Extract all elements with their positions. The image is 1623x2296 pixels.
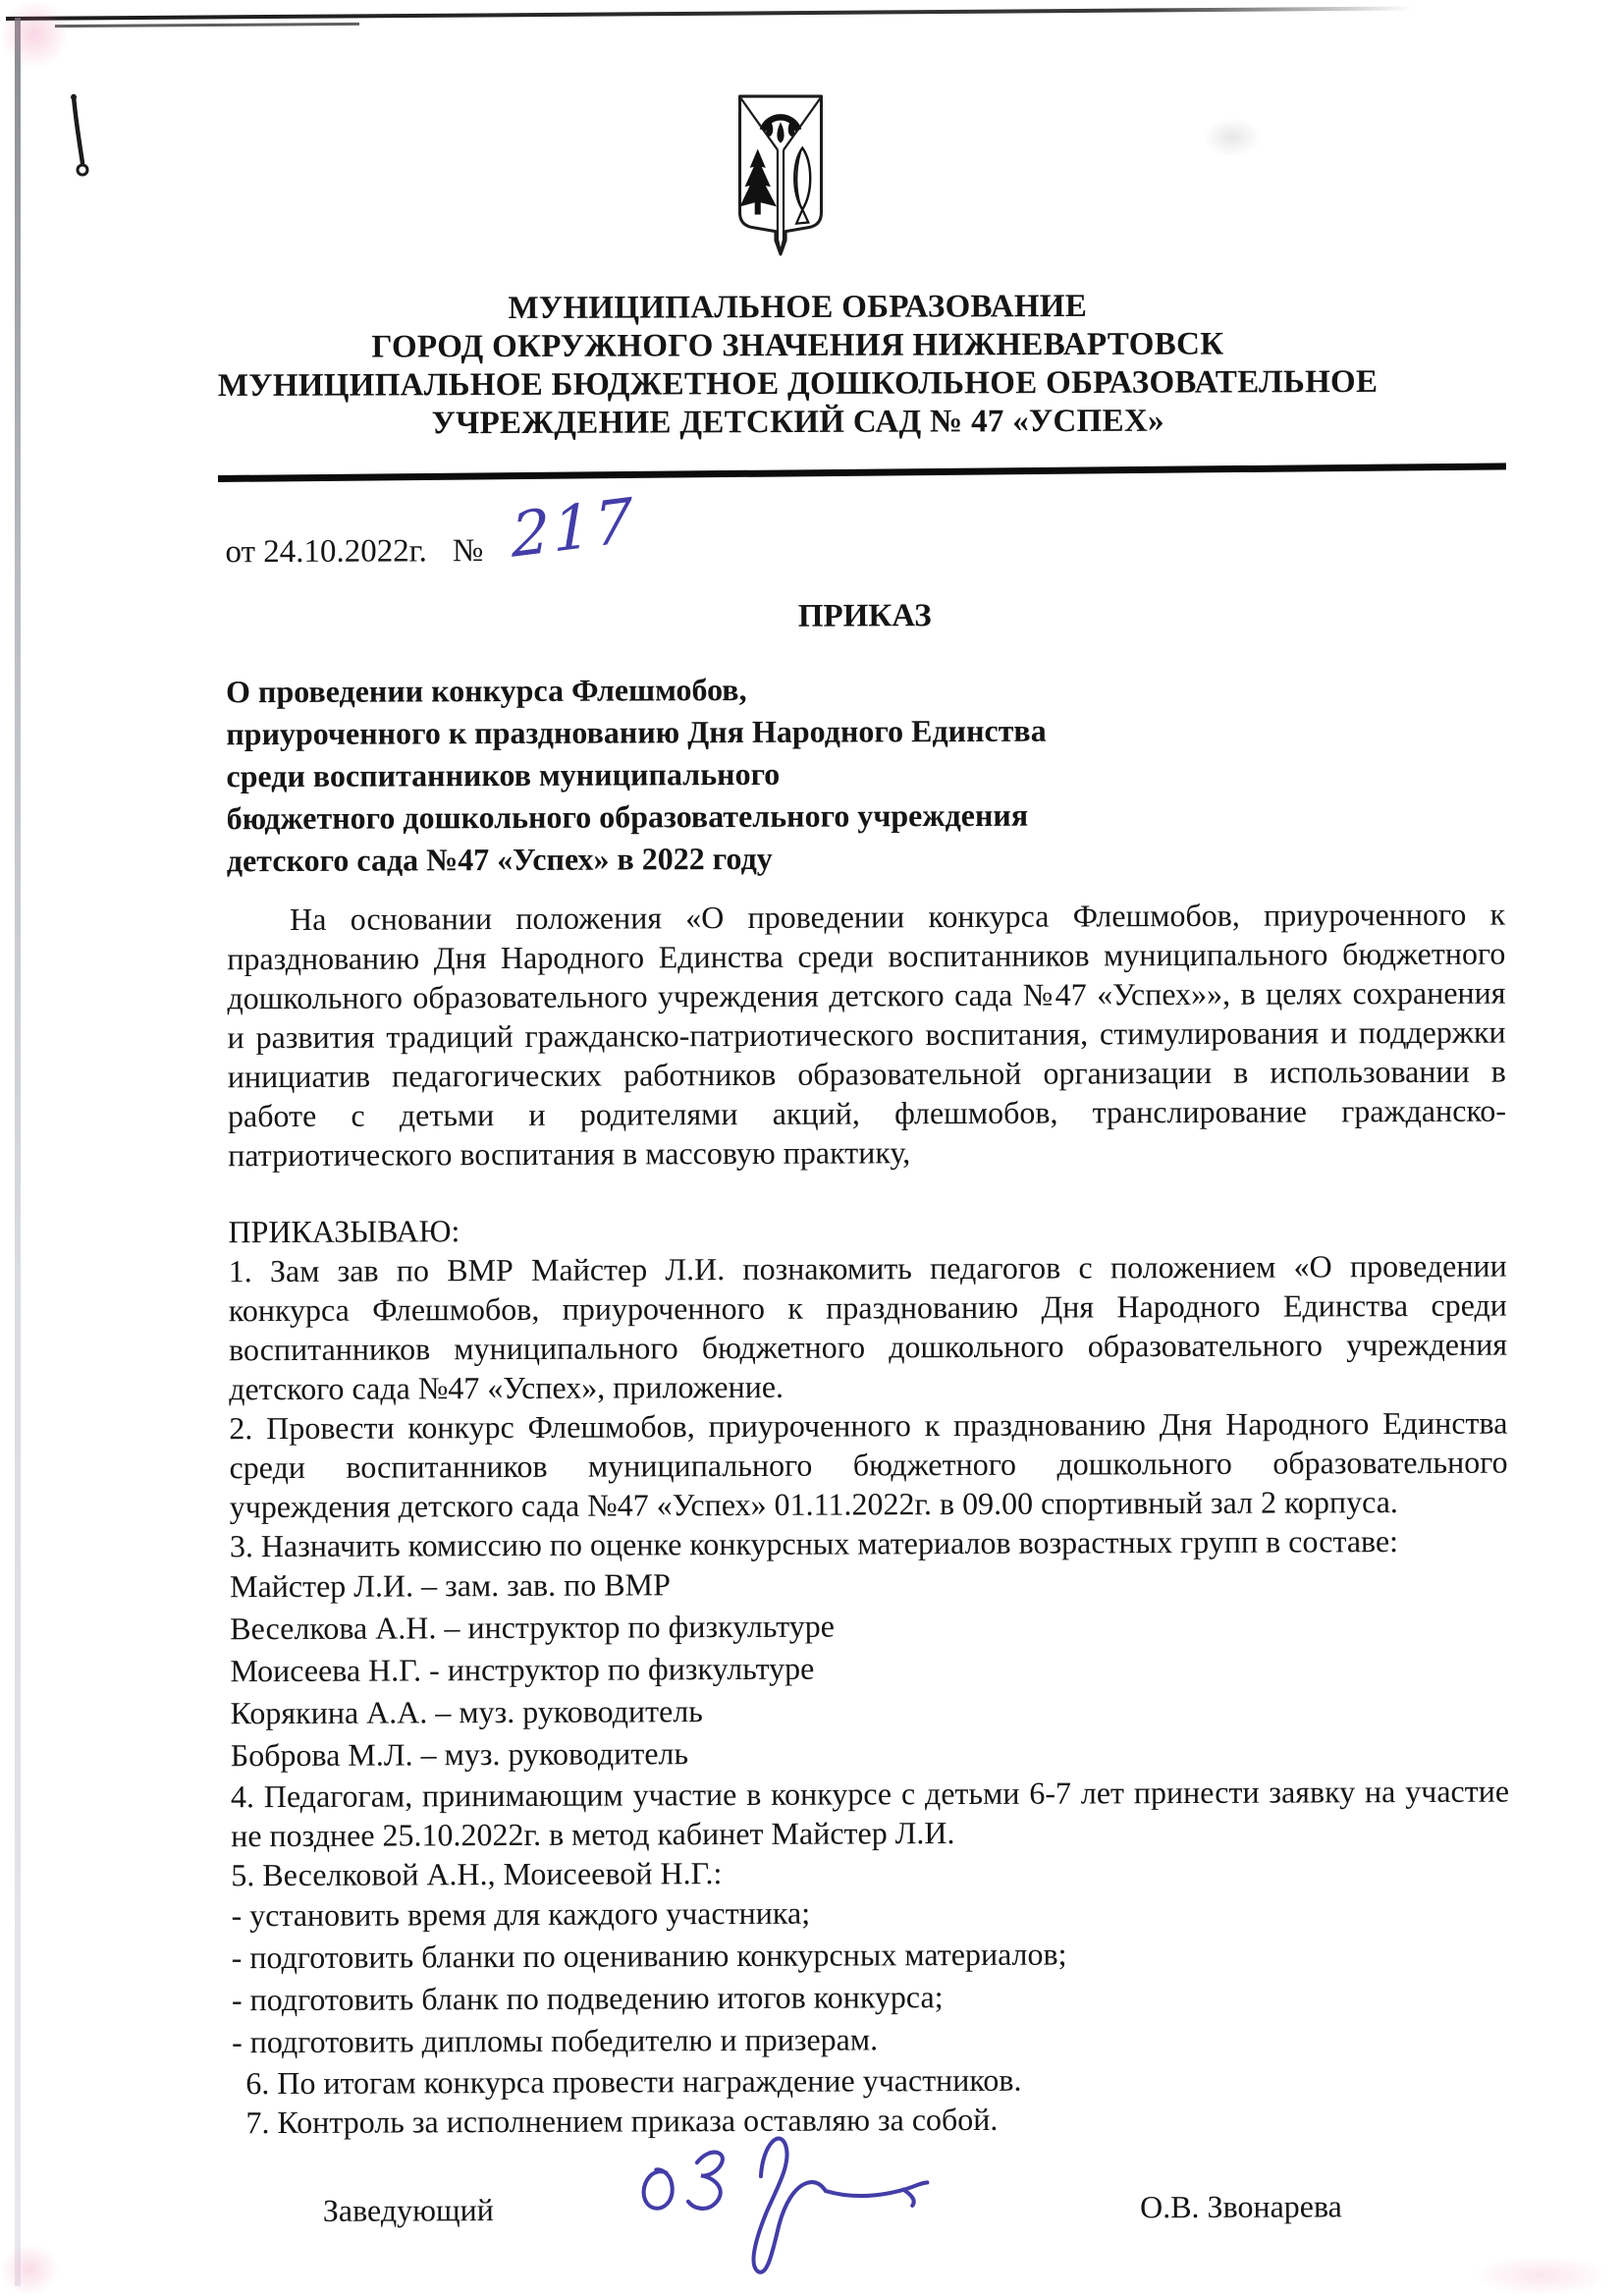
date-line (225, 483, 1503, 573)
sub-item-list (231, 1889, 1510, 2064)
subject-line: приуроченного к празднованию Дня Народного Единства (226, 712, 1047, 752)
order-item-4: 4. Педагогам, принимающим участие в конкурсе с детьми 6-7 лет принести заявку на участие не позднее 25.10.2022г. в метод кабинет Майстер Л.И. (230, 1773, 1510, 1854)
order-item-6: 6. По итогам конкурса провести награждение участников. (245, 2061, 1022, 2102)
order-item-2: 2. Провести конкурс Флешмобов, приуроченного к празднованию Дня Народного Единства среди воспитанников муниципального бюджетного дошкольного образовательного учреждения детского сада №47 «Успех» 01.11.2022г. в 09.00 спортивный зал 2 корпуса. (229, 1404, 1508, 1525)
sub-item: - подготовить бланк по подведению итогов конкурса; (231, 1979, 944, 2018)
signature-position: Заведующий (322, 2192, 494, 2228)
document-body (223, 0, 1511, 2229)
commission-member: Корякина А.А. – муз. руководитель (230, 1693, 703, 1731)
org-line: ГОРОД ОКРУЖНОГО ЗНАЧЕНИЯ НИЖНЕВАРТОВСК (371, 326, 1224, 365)
order-item-5: 5. Веселковой А.Н., Моисеевой Н.Г.: (231, 1855, 723, 1893)
subject-line: среди воспитанников муниципального (226, 755, 781, 794)
scan-corner-smudge (0, 0, 69, 69)
scan-corner-smudge (1473, 2255, 1610, 2296)
sub-item: - подготовить бланки по оцениванию конкурсных материалов; (231, 1936, 1067, 1976)
order-item-3: 3. Назначить комиссию по оценке конкурсных материалов возрастных групп в составе: (229, 1523, 1399, 1564)
date-value: от 24.10.2022г. (225, 533, 427, 571)
org-line: УЧРЕЖДЕНИЕ ДЕТСКИЙ САД № 47 «УСПЕХ» (431, 403, 1164, 442)
commission-member: Моисеева Н.Г. - инструктор по физкультуре (230, 1650, 815, 1689)
signature-name: О.В. Звонарева (1139, 2188, 1342, 2225)
signature-autograph (611, 2109, 950, 2294)
signature-row (233, 2188, 1511, 2230)
number-sign: № (452, 533, 484, 570)
subject-line: О проведении конкурса Флешмобов, (226, 671, 747, 710)
preamble-paragraph: На основании положения «О проведении конкурса Флешмобов, приуроченного к празднованию Дня Народного Единства среди воспитанников муниципального бюджетного дошкольного образовательного учреждения детского сада №47 «Успех»», в целях сохранения и развития традиций гражданско-патриотического воспитания, стимулирования и поддержки инициатив педагогических работников образовательной организации в использовании в работе с детьми и родителями акций, флешмобов, транслирование гражданско-патриотического воспитания в массовую практику, (227, 896, 1507, 1174)
commission-list (230, 1560, 1509, 1777)
sub-item: - подготовить дипломы победителю и призерам. (232, 2021, 879, 2060)
order-item-7: 7. Контроль за исполнением приказа оставляю за собой. (245, 2101, 999, 2141)
scan-corner-smudge (0, 2243, 59, 2296)
subject-line: детского сада №47 «Успех» в 2022 году (226, 840, 773, 879)
commission-member: Майстер Л.И. – зам. зав. по ВМР (229, 1566, 671, 1605)
order-subject (226, 666, 1505, 883)
document-title: ПРИКАЗ (797, 598, 932, 634)
commission-member: Веселкова А.Н. – инструктор по физкультуре (230, 1608, 835, 1647)
commission-member: Боброва М.Л. – муз. руководитель (230, 1735, 689, 1774)
org-line: МУНИЦИПАЛЬНОЕ БЮДЖЕТНОЕ ДОШКОЛЬНОЕ ОБРАЗОВАТЕЛЬНОЕ (217, 363, 1379, 405)
sub-item: - установить время для каждого участника; (231, 1894, 811, 1934)
subject-line: бюджетного дошкольного образовательного учреждения (226, 796, 1029, 837)
org-line: МУНИЦИПАЛЬНОЕ ОБРАЗОВАНИЕ (508, 288, 1088, 327)
order-heading: ПРИКАЗЫВАЮ: (228, 1213, 460, 1250)
order-item-1: 1. Зам зав по ВМР Майстер Л.И. познакомить педагогов с положением «О проведении конкурса Флешмобов, приуроченного к празднованию Дня Народного Единства среди воспитанников муниципального бюджетного дошкольного образовательного учреждения детского сада №47 «Успех», приложение. (228, 1247, 1508, 1407)
order-number-handwritten: 217 (510, 483, 636, 572)
